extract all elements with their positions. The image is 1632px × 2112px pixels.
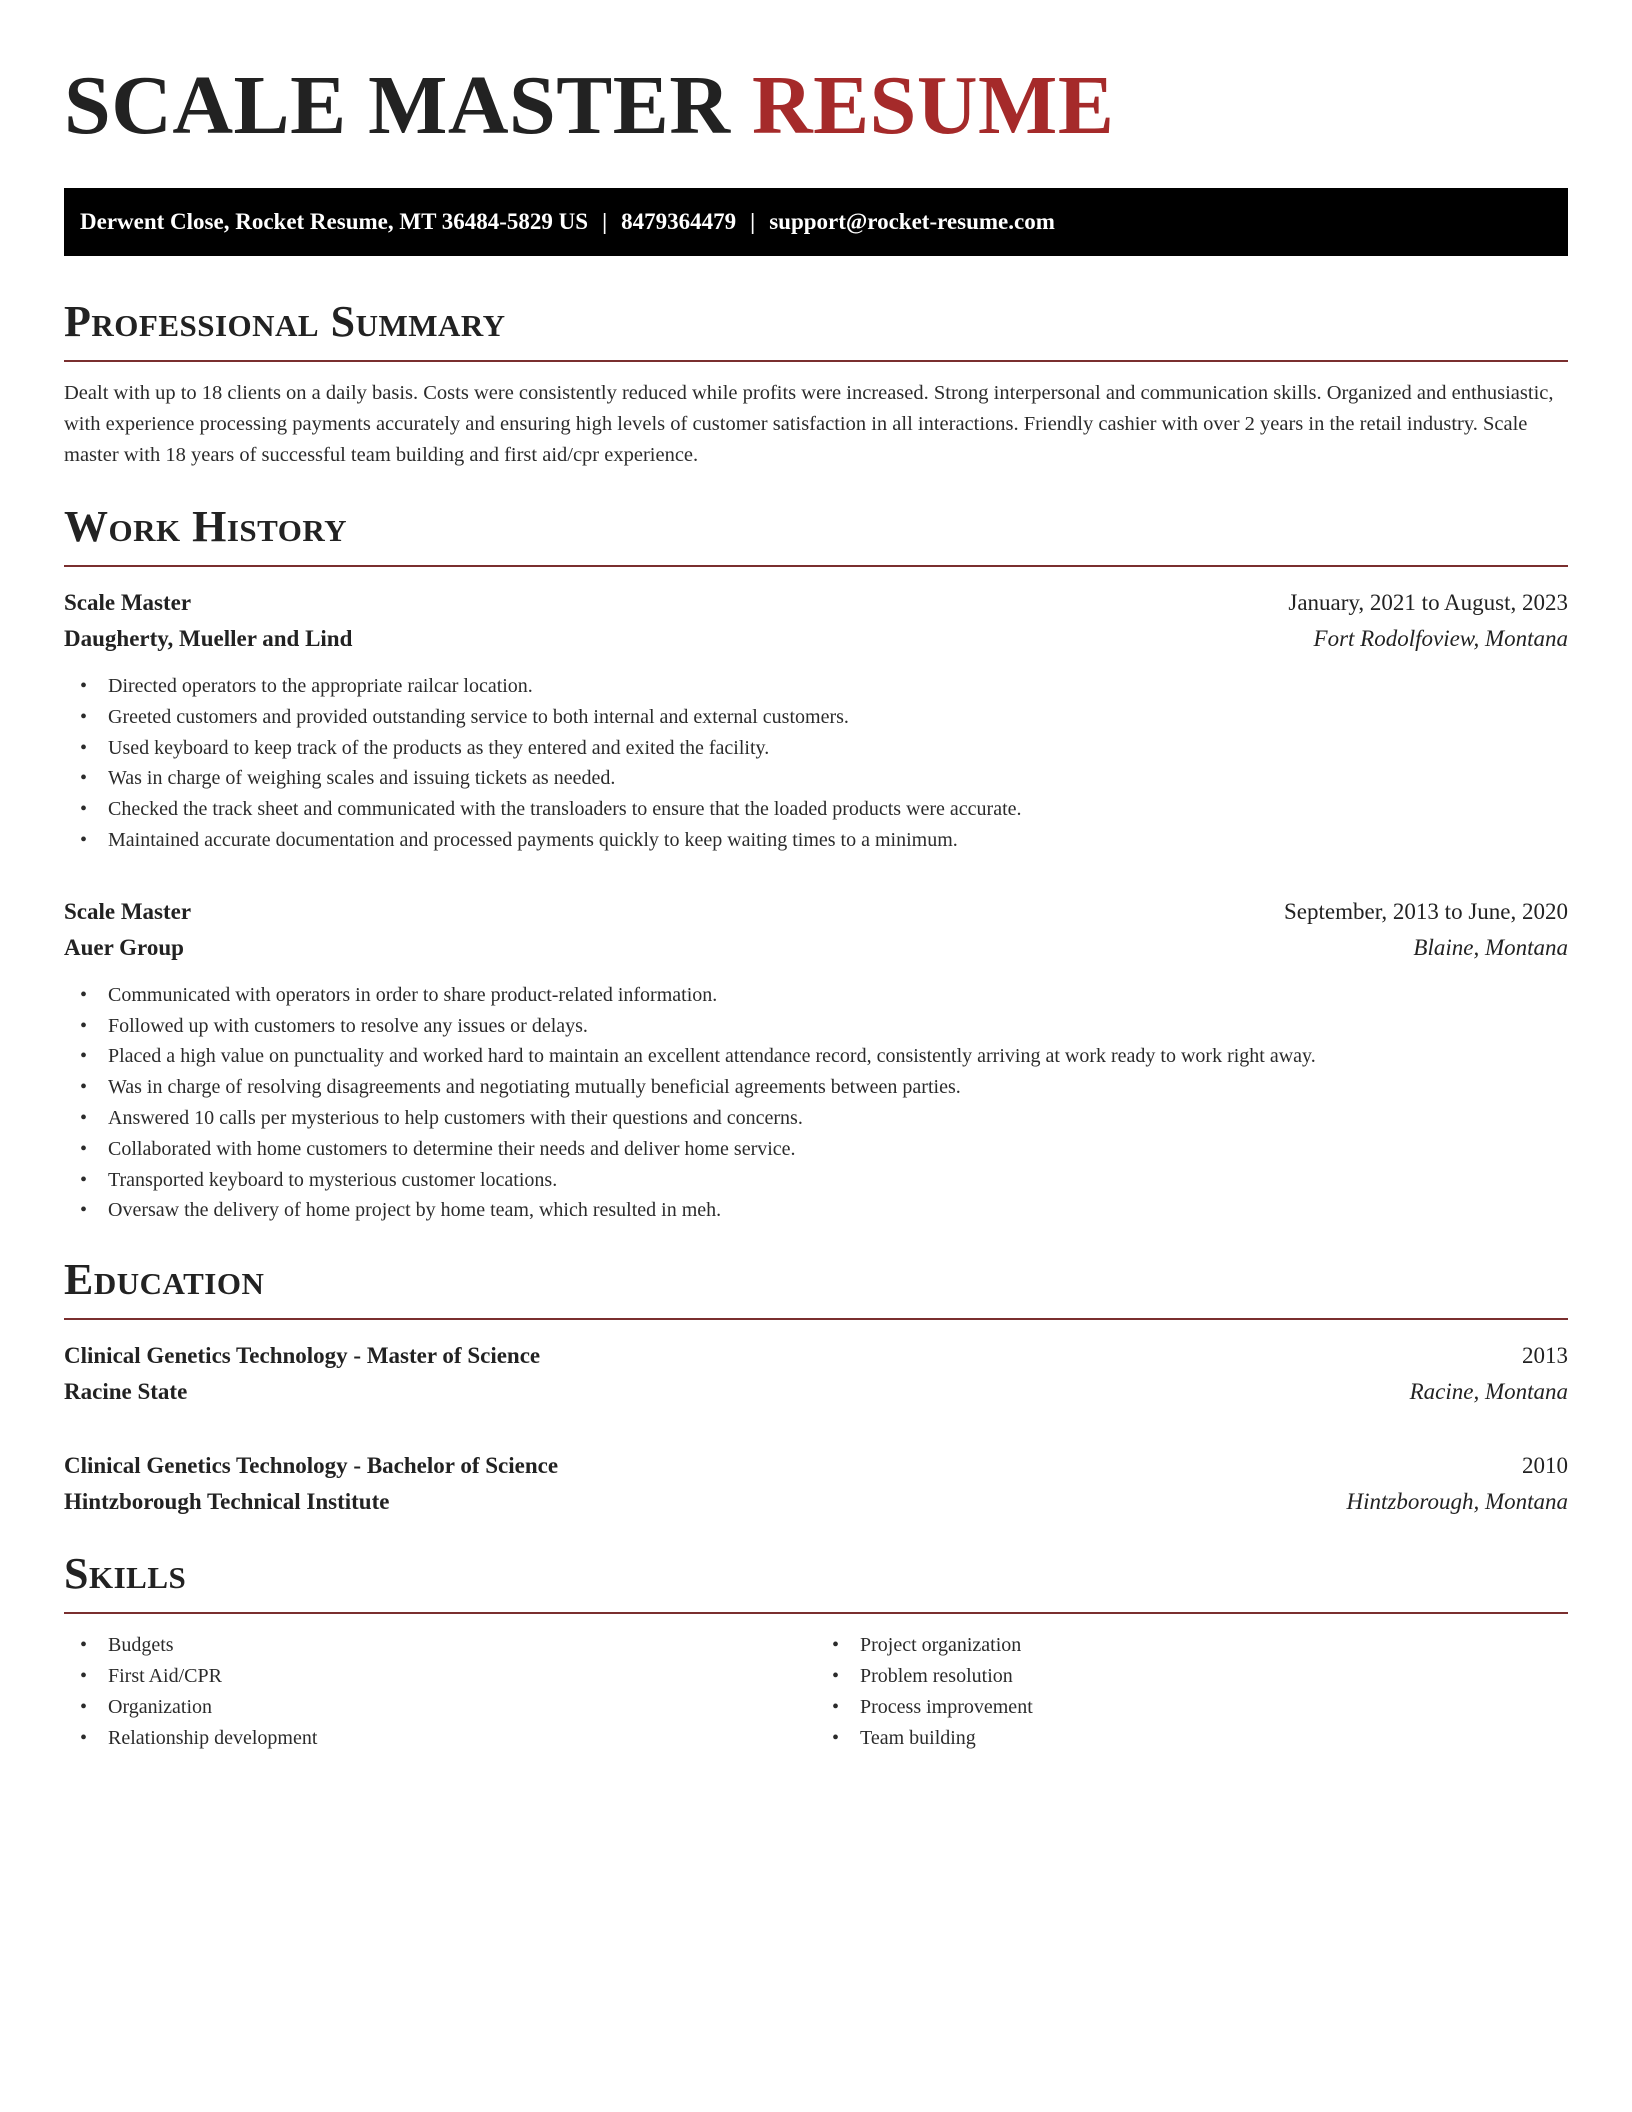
education-section — [64, 1255, 1568, 1520]
skills-heading: Skills — [64, 1552, 1568, 1614]
work-history-section — [64, 502, 1568, 1226]
job-bullet: • Was in charge of weighing scales and issuing tickets as needed. — [64, 763, 1568, 794]
skills-list-left — [64, 1630, 816, 1753]
contact-email: support@rocket-resume.com — [769, 209, 1055, 234]
education-entry — [64, 1338, 1568, 1410]
job-bullet: • Was in charge of resolving disagreements and negotiating mutually beneficial agreements between parties. — [64, 1072, 1568, 1103]
job-bullet: • Placed a high value on punctuality and worked hard to maintain an excellent attendance record, consistently arriving at work ready to work right away. — [64, 1041, 1568, 1072]
job-company: Auer Group — [64, 934, 184, 960]
job-dates: September, 2013 to June, 2020 — [1284, 898, 1568, 924]
education-heading: Education — [64, 1258, 1568, 1320]
resume-title — [64, 56, 1568, 152]
skills-columns — [64, 1630, 1568, 1753]
skill-item: • Project organization — [816, 1630, 1568, 1661]
job-bullets — [64, 671, 1568, 856]
contact-separator: | — [750, 209, 756, 234]
skill-item: • First Aid/CPR — [64, 1661, 816, 1692]
education-year: 2013 — [1522, 1343, 1568, 1369]
skill-item: • Budgets — [64, 1630, 816, 1661]
resume-title-accent: RESUME — [751, 59, 1115, 152]
job-bullet: • Collaborated with home customers to determine their needs and deliver home service. — [64, 1134, 1568, 1165]
skills-section — [64, 1549, 1568, 1753]
contact-address: Derwent Close, Rocket Resume, MT 36484-5829 US — [80, 209, 589, 234]
skill-item: • Relationship development — [64, 1723, 816, 1754]
job-bullet: • Followed up with customers to resolve any issues or delays. — [64, 1011, 1568, 1042]
job-bullet: • Maintained accurate documentation and processed payments quickly to keep waiting times to a minimum. — [64, 825, 1568, 856]
education-degree: Clinical Genetics Technology - Bachelor of Science — [64, 1453, 559, 1479]
skill-item: • Organization — [64, 1692, 816, 1723]
education-entry — [64, 1448, 1568, 1520]
job-bullet: • Oversaw the delivery of home project by home team, which resulted in meh. — [64, 1195, 1568, 1226]
education-school: Racine State — [64, 1379, 188, 1405]
job-bullet: • Checked the track sheet and communicated with the transloaders to ensure that the loaded products were accurate. — [64, 794, 1568, 825]
job-location: Blaine, Montana — [1413, 934, 1568, 960]
resume-title-main: SCALE MASTER — [64, 59, 731, 152]
education-year: 2010 — [1522, 1453, 1568, 1479]
skill-item: • Problem resolution — [816, 1661, 1568, 1692]
summary-section — [64, 297, 1568, 471]
job-dates: January, 2021 to August, 2023 — [1288, 590, 1568, 615]
summary-text: Dealt with up to 18 clients on a daily basis. Costs were consistently reduced while profits were increased. Strong interpersonal and communication skills. Organized and enthusiastic, with experience processing payments accurately and ensuring high levels of customer satisfaction in all interactions. Friendly cashier with over 2 years in the retail industry. Scale master with 18 years of successful team building and first aid/cpr experience. — [64, 382, 1554, 466]
contact-phone: 8479364479 — [621, 209, 737, 234]
job-bullet: • Communicated with operators in order to share product-related information. — [64, 980, 1568, 1011]
job-bullet: • Answered 10 calls per mysterious to help customers with their questions and concerns. — [64, 1103, 1568, 1134]
summary-heading: Professional Summary — [64, 300, 1568, 362]
job-role: Scale Master — [64, 898, 192, 924]
job-bullet: • Used keyboard to keep track of the products as they entered and exited the facility. — [64, 733, 1568, 764]
contact-bar — [64, 188, 1568, 256]
job-bullet: • Greeted customers and provided outstanding service to both internal and external customers. — [64, 702, 1568, 733]
job-entry — [64, 585, 1568, 856]
job-bullets — [64, 980, 1568, 1226]
job-bullet: • Transported keyboard to mysterious customer locations. — [64, 1165, 1568, 1196]
skills-list-right — [816, 1630, 1568, 1753]
job-company: Daugherty, Mueller and Lind — [64, 626, 353, 651]
job-location: Fort Rodolfoview, Montana — [1313, 626, 1568, 651]
skill-item: • Process improvement — [816, 1692, 1568, 1723]
job-role: Scale Master — [64, 590, 192, 615]
education-location: Hintzborough, Montana — [1346, 1489, 1568, 1515]
education-location: Racine, Montana — [1409, 1379, 1568, 1405]
skill-item: • Team building — [816, 1723, 1568, 1754]
job-entry — [64, 894, 1568, 1226]
education-school: Hintzborough Technical Institute — [64, 1489, 390, 1515]
contact-separator: | — [602, 209, 608, 234]
job-bullet: • Directed operators to the appropriate railcar location. — [64, 671, 1568, 702]
work-history-heading: Work History — [64, 505, 1568, 567]
education-degree: Clinical Genetics Technology - Master of Science — [64, 1343, 541, 1369]
